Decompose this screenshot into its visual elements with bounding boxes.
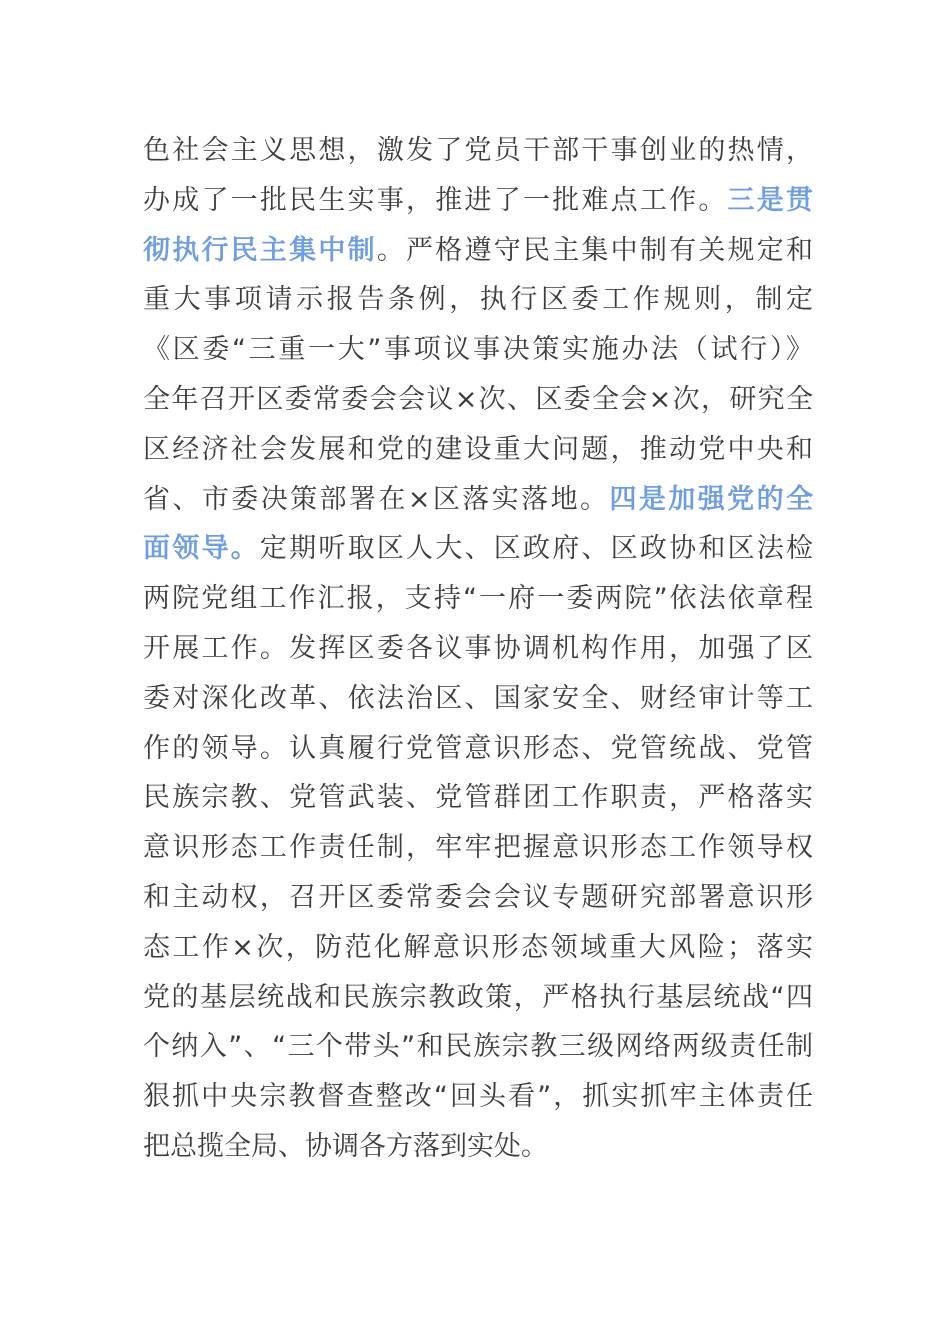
text-line xyxy=(143,524,813,574)
body-text: 。严格遵守民主集中制有关规定和 xyxy=(376,234,814,266)
text-line xyxy=(143,176,813,226)
highlighted-heading: 四是加强党的全 xyxy=(609,483,814,515)
text-line xyxy=(143,724,813,774)
body-text: 开展工作。发挥区委各议事协调机构作用，加强了区 xyxy=(143,632,813,664)
text-line xyxy=(143,624,813,674)
body-text: 全年召开区委常委会会议×次、区委全会×次，研究全 xyxy=(143,383,813,415)
body-text: 个纳入”、“三个带头”和民族宗教三级网络两级责任制 xyxy=(143,1031,813,1063)
body-text: 色社会主义思想，激发了党员干部干事创业的热情， xyxy=(143,135,813,166)
body-text: 把总揽全局、协调各方落到实处。 xyxy=(143,1130,548,1162)
body-text: 态工作×次，防范化解意识形态领域重大风险；落实 xyxy=(143,931,813,963)
text-line xyxy=(143,873,813,923)
text-line xyxy=(143,375,813,425)
body-text: 《区委“三重一大”事项议事决策实施办法（试行）》 xyxy=(143,334,813,366)
body-paragraph xyxy=(143,126,813,1172)
text-line xyxy=(143,325,813,375)
text-line xyxy=(143,126,813,176)
text-line xyxy=(143,823,813,873)
body-text: 定期听取区人大、区政府、区政协和区法检 xyxy=(259,533,814,565)
text-line xyxy=(143,475,813,525)
body-text: 和主动权，召开区委常委会会议专题研究部署意识形 xyxy=(143,881,813,913)
text-line xyxy=(143,425,813,475)
text-line xyxy=(143,773,813,823)
highlighted-heading: 面领导。 xyxy=(143,533,260,565)
text-line xyxy=(143,226,813,276)
text-line xyxy=(143,973,813,1023)
text-line xyxy=(143,923,813,973)
body-text: 民族宗教、党管武装、党管群团工作职责，严格落实 xyxy=(143,782,813,814)
text-line xyxy=(143,1122,813,1172)
highlighted-heading: 彻执行民主集中制 xyxy=(143,234,377,266)
body-text: 区经济社会发展和党的建设重大问题，推动党中央和 xyxy=(143,433,813,465)
body-text: 办成了一批民生实事，推进了一批难点工作。 xyxy=(143,184,728,216)
body-text: 作的领导。认真履行党管意识形态、党管统战、党管 xyxy=(143,732,813,764)
text-line xyxy=(143,1022,813,1072)
text-line xyxy=(143,1072,813,1122)
text-line xyxy=(143,574,813,624)
body-text: 狠抓中央宗教督查整改“回头看”，抓实抓牢主体责任 xyxy=(143,1081,813,1113)
highlighted-heading: 三是贯 xyxy=(727,184,814,216)
text-line xyxy=(143,674,813,724)
body-text: 两院党组工作汇报，支持“一府一委两院”依法依章程 xyxy=(143,583,813,615)
body-text: 重大事项请示报告条例，执行区委工作规则，制定 xyxy=(143,284,813,316)
body-text: 委对深化改革、依法治区、国家安全、财经审计等工 xyxy=(143,682,813,714)
body-text: 意识形态工作责任制，牢牢把握意识形态工作领导权 xyxy=(143,832,813,864)
text-line xyxy=(143,275,813,325)
body-text: 党的基层统战和民族宗教政策，严格执行基层统战“四 xyxy=(143,981,813,1013)
body-text: 省、市委决策部署在×区落实落地。 xyxy=(143,483,610,515)
